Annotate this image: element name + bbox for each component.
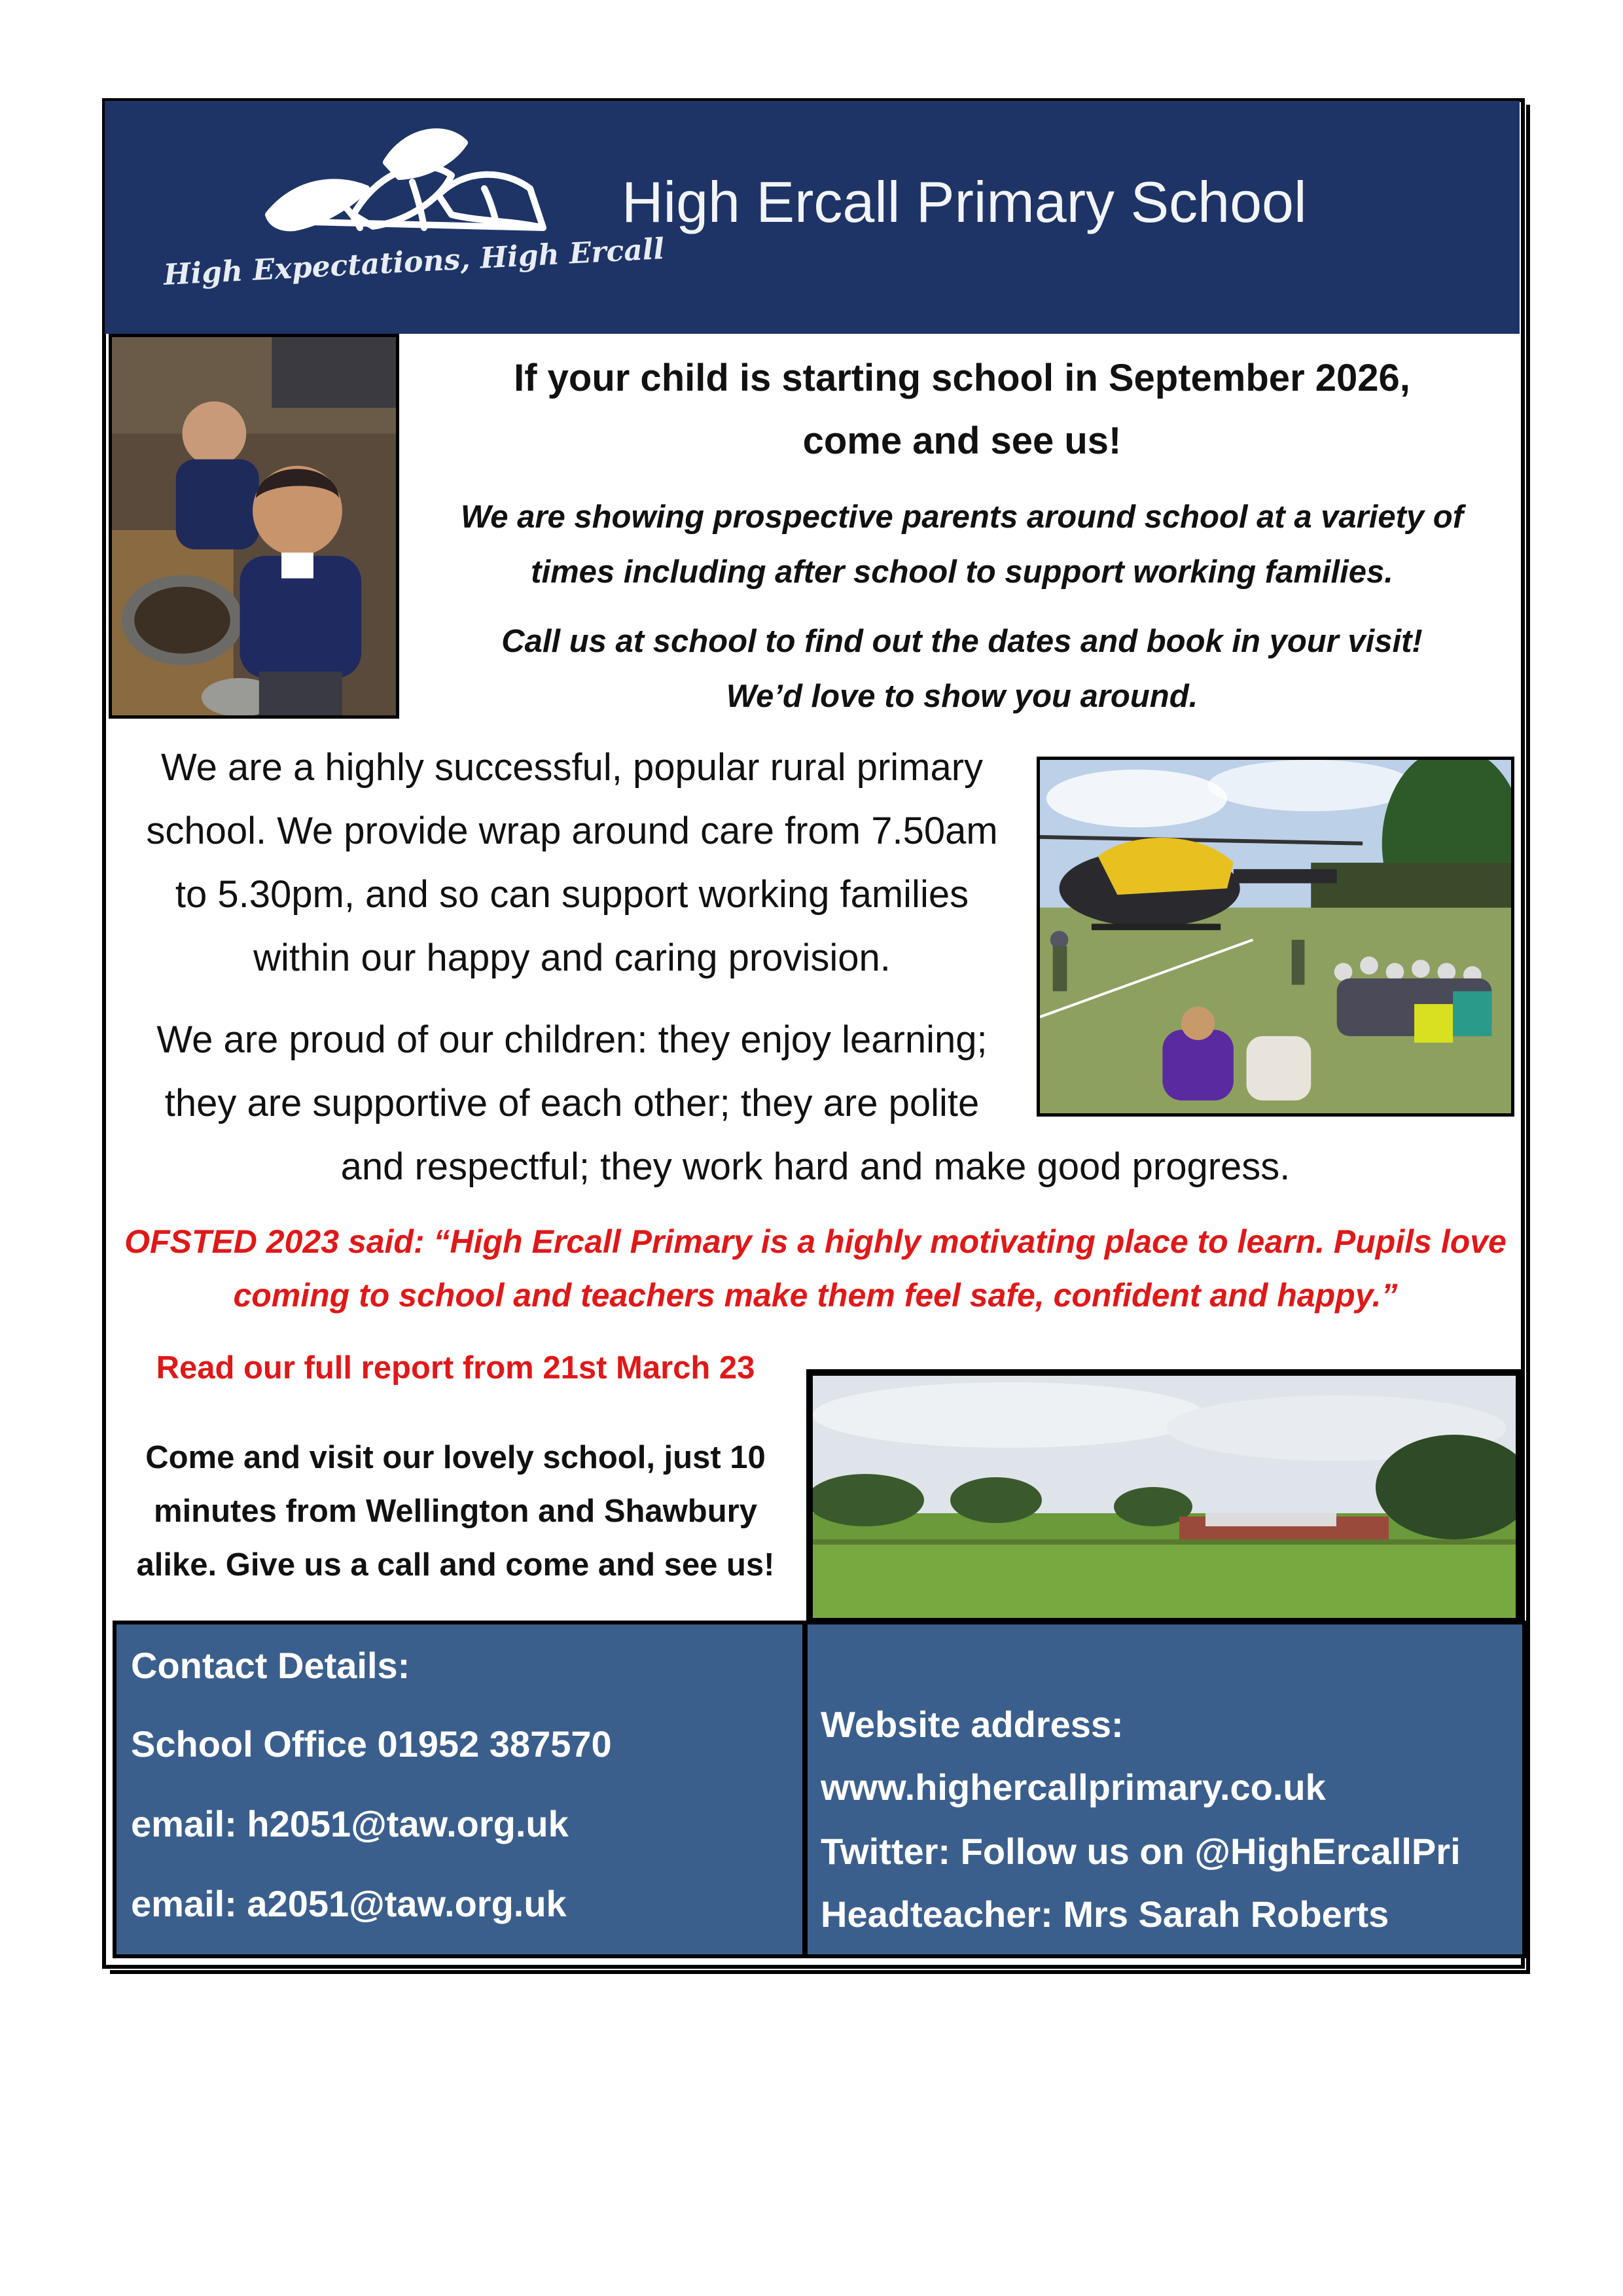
email-link-a2051[interactable]: email: a2051@taw.org.uk [131, 1883, 567, 1924]
headteacher-name: Headteacher: Mrs Sarah Roberts [821, 1893, 1389, 1935]
body-line: to 5.30pm, and so can support working families [175, 873, 969, 916]
body-line: We are a highly successful, popular rural primary [160, 746, 984, 789]
contact-title: Contact Details: [131, 1645, 410, 1686]
children-mud-kitchen-photo [109, 334, 399, 719]
intro-showing-line: We are showing prospective parents around school at a variety of [460, 499, 1464, 535]
ofsted-quote-line: OFSTED 2023 said: “High Ercall Primary is a highly motivating place to learn. Pupils love [124, 1223, 1507, 1260]
school-office-phone[interactable]: School Office 01952 387570 [131, 1723, 612, 1765]
email-link-h2051[interactable]: email: h2051@taw.org.uk [131, 1803, 569, 1844]
body-line: We are proud of our children: they enjoy learning; [156, 1018, 988, 1061]
body-paragraph-proud-end: and respectful; they work hard and make good progress. [340, 1145, 1291, 1188]
ofsted-quote-line: coming to school and teachers make them feel safe, confident and happy.” [233, 1277, 1398, 1314]
body-line: school. We provide wrap around care from 7.50am [146, 810, 998, 852]
school-motto: High Expectations, High Ercall [162, 232, 666, 292]
visit-text [115, 1431, 796, 1592]
website-info-panel [804, 1621, 1526, 1958]
intro-headline-line: come and see us! [802, 420, 1122, 462]
intro-showing-text [419, 490, 1505, 600]
school-field-photo [806, 1369, 1522, 1624]
website-link[interactable]: www.highercallprimary.co.uk [821, 1767, 1326, 1808]
body-line: they are supportive of each other; they are polite [164, 1082, 980, 1124]
visit-line: Come and visit our lovely school, just 10 [145, 1440, 766, 1475]
helicopter-visit-photo [1037, 757, 1514, 1117]
intro-call-text [419, 614, 1505, 724]
contact-details-panel [113, 1621, 806, 1958]
ofsted-quote [115, 1215, 1516, 1322]
visit-line: minutes from Wellington and Shawbury [154, 1494, 757, 1529]
intro-showing-line: times including after school to support working families. [531, 554, 1393, 590]
school-name: High Ercall Primary School [622, 170, 1307, 234]
intro-headline-line: If your child is starting school in September 2026, [514, 357, 1410, 399]
intro-call-line: Call us at school to find out the dates and book in your visit! [501, 624, 1423, 659]
body-paragraph-wrap-around-care [115, 736, 1029, 990]
intro-headline [419, 347, 1505, 473]
oak-leaf-logo-icon [255, 117, 556, 254]
full-report-link[interactable]: Read our full report from 21st March 23 [156, 1350, 755, 1386]
twitter-handle[interactable]: Twitter: Follow us on @HighErcallPri [821, 1831, 1461, 1872]
body-paragraph-proud [115, 1008, 1029, 1135]
visit-line: alike. Give us a call and come and see us! [136, 1547, 775, 1583]
intro-call-line: We’d love to show you around. [726, 679, 1198, 714]
body-line: within our happy and caring provision. [253, 937, 891, 979]
website-label: Website address: [821, 1704, 1124, 1745]
